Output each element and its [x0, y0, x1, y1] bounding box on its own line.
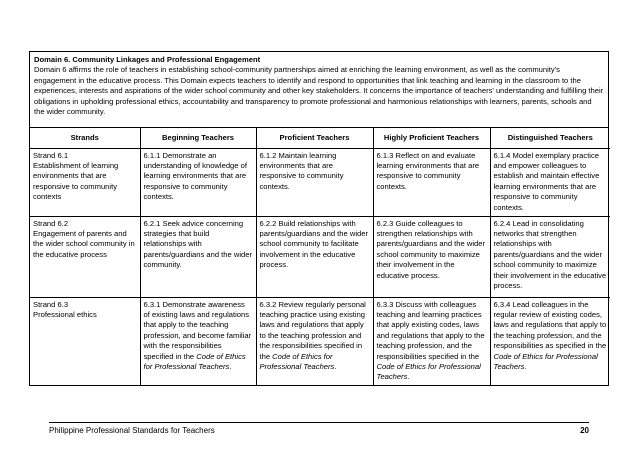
beginning-cell: 6.2.1 Seek advice concerning strategies that build relationships with parents/guardians and the wider community. — [140, 216, 256, 297]
domain-description: Domain 6 affirms the role of teachers in establishing school-community partnerships aimed at enriching the learning environment, as well as the community's engagement in the educative process. This Domain expects teachers to identify and respond to opportunities that link teaching and learning in the classroom to the experiences, interests and aspirations of the wider school community and other key stakeholders. It concerns the importance of teachers' understanding and fulfilling their obligations in upholding professional ethics, accountability and transparency to promote professional and harmonious relationships with learners, parents, schools and the wider community. — [34, 65, 604, 117]
indicator-text: 6.3.1 Demonstrate awareness of existing laws and regulations that apply to the teaching profession, and become familiar with the responsibilities specified in the — [143, 299, 252, 361]
code-of-ethics-title: Code of Ethics for Professional Teachers — [376, 361, 481, 382]
distinguished-cell: 6.1.4 Model exemplary practice and empower colleagues to establish and maintain effective learning environments that are responsive to community contexts. — [490, 148, 610, 216]
page-number: 20 — [580, 426, 589, 435]
highly-proficient-cell — [373, 297, 490, 385]
header-strands: Strands — [30, 128, 140, 148]
indicator-text: 6.3.4 Lead colleagues in the regular review of existing codes, laws and regulations that apply to the teaching profession, and the responsibilities as specified in the — [493, 299, 607, 351]
footer-title: Philippine Professional Standards for Teachers — [49, 426, 215, 435]
footer-divider — [49, 422, 589, 423]
standards-table — [30, 128, 610, 385]
strand-cell: Strand 6.2 Engagement of parents and the wider school community in the educative process — [30, 216, 140, 297]
highly-proficient-cell: 6.1.3 Reflect on and evaluate learning environments that are responsive to community contexts. — [373, 148, 490, 216]
code-of-ethics-title: Code of Ethics for Professional Teachers — [493, 351, 598, 371]
code-of-ethics-title: Code of Ethics for Professional Teachers — [259, 351, 335, 371]
indicator-period: . — [229, 361, 232, 371]
table-header-row — [30, 128, 610, 148]
header-proficient: Proficient Teachers — [256, 128, 373, 148]
indicator-text: 6.3.2 Review regularly personal teaching practice using existing laws and regulations that apply to the teaching profession and the responsibilities specified in the — [259, 299, 366, 361]
header-distinguished: Distinguished Teachers — [490, 128, 610, 148]
standards-frame — [29, 51, 609, 386]
distinguished-cell — [490, 297, 610, 385]
proficient-cell — [256, 297, 373, 385]
table-row — [30, 148, 610, 216]
proficient-cell: 6.2.2 Build relationships with parents/guardians and the wider school community to facilitate involvement in the educative process. — [256, 216, 373, 297]
table-row — [30, 297, 610, 385]
indicator-period: . — [524, 361, 527, 371]
domain-title: Domain 6. Community Linkages and Professional Engagement — [34, 55, 261, 64]
indicator-period: . — [407, 372, 410, 382]
beginning-cell — [140, 297, 256, 385]
table-row — [30, 216, 610, 297]
highly-proficient-cell: 6.2.3 Guide colleagues to strengthen relationships with parents/guardians and the wider school community to maximize their involvement in the educative process. — [373, 216, 490, 297]
header-beginning: Beginning Teachers — [140, 128, 256, 148]
distinguished-cell: 6.2.4 Lead in consolidating networks that strengthen relationships with parents/guardians and the wider school community to maximize their involvement in the educative process. — [490, 216, 610, 297]
code-of-ethics-title: Code of Ethics for Professional Teachers — [143, 351, 246, 371]
strand-cell: Strand 6.1 Establishment of learning environments that are responsive to community contexts — [30, 148, 140, 216]
header-highly-proficient: Highly Proficient Teachers — [373, 128, 490, 148]
proficient-cell: 6.1.2 Maintain learning environments that are responsive to community contexts. — [256, 148, 373, 216]
domain-description-box — [30, 52, 608, 128]
beginning-cell: 6.1.1 Demonstrate an understanding of knowledge of learning environments that are responsive to community contexts. — [140, 148, 256, 216]
indicator-text: 6.3.3 Discuss with colleagues teaching and learning practices that apply existing codes, laws and regulations that apply to the teaching profession, and the responsibilities specified in the — [376, 299, 485, 361]
indicator-period: . — [334, 361, 337, 371]
strand-cell: Strand 6.3 Professional ethics — [30, 297, 140, 385]
